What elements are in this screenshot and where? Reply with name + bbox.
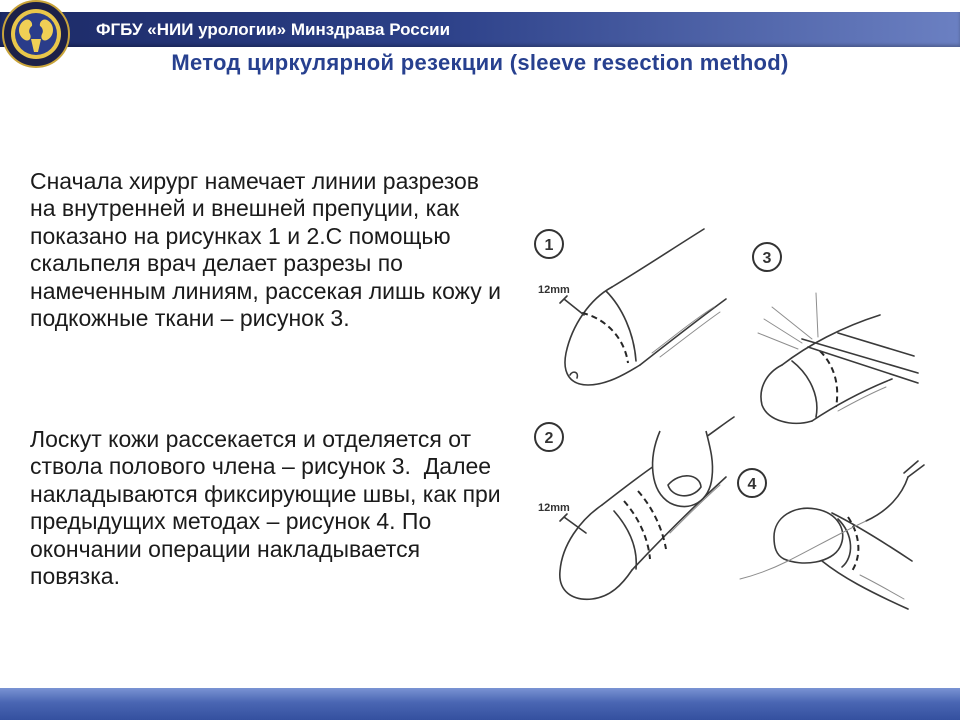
figure-2-upper-outline [602, 466, 654, 505]
figure-4-tip-outline [774, 508, 843, 563]
figure-1-fold-line [606, 291, 636, 361]
paragraph-1-line: подкожные ткани – рисунок 3. [30, 305, 350, 332]
figure-2 [535, 417, 734, 599]
figure-3 [753, 243, 918, 423]
figure-3-number: 3 [762, 250, 772, 267]
figure-4-needle [866, 477, 908, 521]
figure-1-opening [570, 372, 577, 378]
surgical-illustrations [520, 215, 935, 615]
paragraph-2 [30, 426, 501, 590]
illustrations-canvas [520, 215, 935, 615]
paragraph-2-line: ствола полового члена – рисунок 3. Далее [30, 453, 492, 480]
figure-1-shading [652, 307, 714, 353]
figure-4-lower-outline [822, 561, 908, 609]
figure-2-number: 2 [544, 430, 554, 447]
paragraph-1-line: на внутренней и внешней препуции, как [30, 195, 460, 222]
figure-1 [535, 229, 726, 385]
organization-name: ФГБУ «НИИ урологии» Минздрава России [96, 20, 451, 39]
figure-4-needle-holder [904, 461, 924, 477]
figure-3-fold-line [792, 361, 817, 417]
figure-2-measure-label: 12mm [538, 502, 570, 514]
figure-1-tip-outline [565, 287, 640, 385]
paragraph-1-line: Сначала хирург намечает линии разрезов [30, 168, 480, 194]
footer-band [0, 688, 960, 720]
paragraph-2-line: Лоскут кожи рассекается и отделяется от [30, 426, 472, 452]
paragraph-1-line: скальпеля врач делает разрезы по [30, 250, 403, 277]
paragraph-2-line: повязка. [30, 563, 120, 590]
figure-4 [738, 461, 924, 609]
paragraph-1 [30, 168, 501, 332]
paragraph-1-line: намеченным линиям, рассекая лишь кожу и [30, 277, 502, 304]
figure-3-incision-line [820, 351, 837, 407]
figure-3-instrument-blade [802, 339, 918, 373]
figure-1-measure-leader [560, 296, 584, 315]
paragraph-2-line: накладываются фиксирующие швы, как при [30, 480, 501, 507]
figure-1-upper-outline [612, 229, 704, 287]
figure-1-number: 1 [544, 237, 554, 254]
figure-1-shading [660, 312, 720, 357]
figure-3-lower-outline [812, 379, 892, 421]
figure-1-incision-line [582, 313, 628, 363]
paragraph-2-line: окончании операции накладывается [30, 535, 421, 562]
paragraph-1-line: показано на рисунках 1 и 2.С помощью [30, 222, 451, 249]
paragraph-2-line: предыдущих методах – рисунок 4. По [30, 508, 432, 535]
figure-4-number: 4 [747, 476, 757, 493]
figure-1-lower-outline [640, 299, 726, 365]
figure-1-measure-label: 12mm [538, 284, 570, 296]
figure-4-shading [860, 575, 904, 599]
figure-2-incision-line [638, 491, 666, 549]
figure-2-upper-outline [706, 417, 734, 437]
figure-3-shading [838, 387, 886, 411]
slide-title: Метод циркулярной резекции (sleeve resection method) [171, 50, 789, 75]
figure-4-upper-outline [832, 513, 912, 561]
figure-2-fold-line [614, 511, 636, 569]
